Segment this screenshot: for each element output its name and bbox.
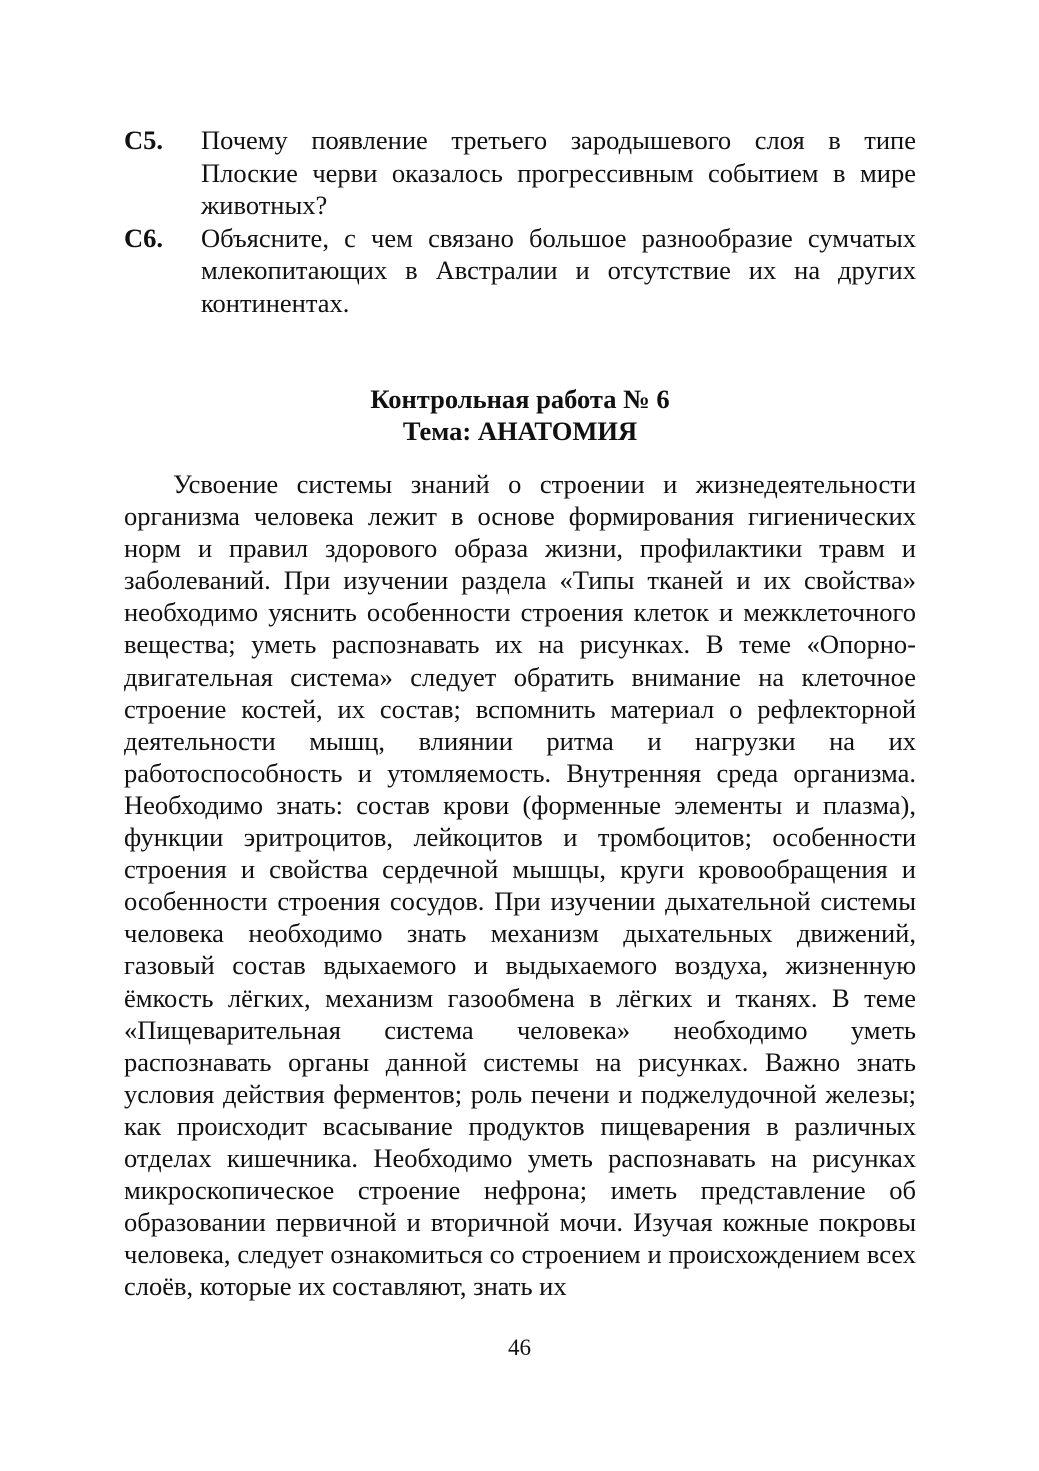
question-c5	[124, 124, 916, 222]
question-label: С6.	[124, 222, 164, 253]
question-label: С5.	[124, 125, 164, 155]
section-title: Контрольная работа № 6	[370, 384, 670, 414]
body-paragraph: Усвоение системы знаний о строении и жизнедеятельности организма человека лежит в основе формирования гигиенических норм и правил здорового образа жизни, профилактики травм и заболеваний. При изучении раздела «Типы тканей и их свойства» необходимо уяснить особенности строения клеток и межклеточного вещества; уметь распознавать их на рисунках. В теме «Опорно-двигательная система» следует обратить внимание на клеточное строение костей, их состав; вспомнить материал о рефлекторной деятельности мышц, влиянии ритма и нагрузки на их работоспособность и утомляемость. Внутренняя среда организма. Необходимо знать: состав крови (форменные элементы и плазма), функции эритроцитов, лейкоцитов и тромбоцитов; особенности строения и свойства сердечной мышцы, круги кровообращения и особенности строения сосудов. При изучении дыхательной системы человека необходимо знать механизм дыхательных движений, газовый состав вдыхаемого и выдыхаемого воздуха, жизненную ёмкость лёгких, механизм газообмена в лёгких и тканях. В теме «Пищеварительная система человека» необходимо уметь распознавать органы данной системы на рисунках. Важно знать условия действия ферментов; роль печени и поджелудочной железы; как происходит всасывание продуктов пищеварения в различных отделах кишечника. Необходимо уметь распознавать на рисунках микроскопическое строение нефрона; иметь представление об образовании первичной и вторичной мочи. Изучая кожные покровы человека, следует ознакомиться со строением и происхождением всех слоёв, которые их составляют, знать их	[124, 469, 916, 1302]
questions-list	[124, 124, 916, 319]
section-topic: Тема: АНАТОМИЯ	[402, 416, 638, 446]
document-page	[124, 124, 916, 1329]
page-number: 46	[508, 1335, 531, 1360]
question-text: Объясните, с чем связано большое разнообразие сумчатых млекопитающих в Австралии и отсутствие их на других континентах.	[201, 222, 916, 318]
question-c6	[124, 222, 916, 320]
question-text: Почему появление третьего зародышевого слоя в типе Плоские черви оказалось прогрессивным событием в мире животных?	[201, 125, 916, 220]
section-heading	[124, 383, 916, 447]
